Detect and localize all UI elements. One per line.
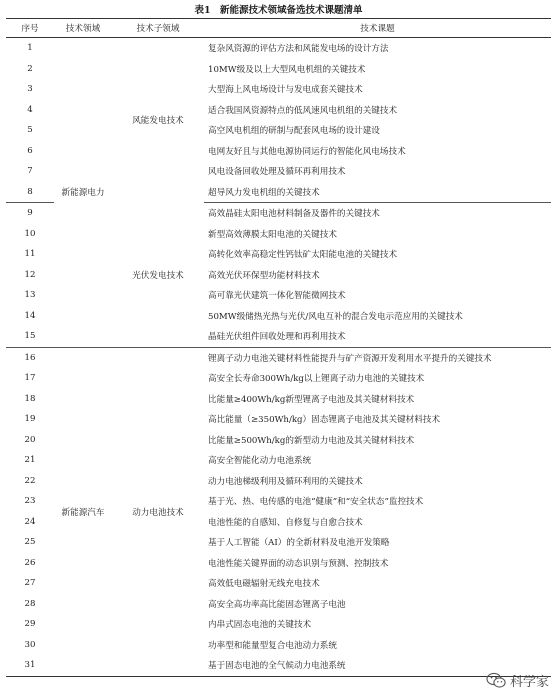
watermark	[486, 671, 549, 690]
topic-cell: 高转化效率高稳定性钙钛矿太阳能电池的关键技术	[208, 250, 398, 261]
row-number: 5	[27, 125, 33, 136]
topic-cell: 风电设备回收处理及循环再利用技术	[208, 167, 346, 178]
row-number: 1	[27, 43, 33, 54]
row-number: 29	[24, 619, 36, 630]
row-number: 26	[24, 557, 36, 568]
topic-cell: 内串式固态电池的关键技术	[208, 620, 312, 631]
row-number: 30	[24, 639, 36, 650]
domain-cell: 新能源汽车	[54, 347, 112, 676]
topic-cell: 高效晶硅太阳电池材料制备及器件的关键技术	[208, 209, 380, 220]
topic-cell: 动力电池梯级利用及循环利用的关键技术	[208, 476, 363, 487]
row-number: 10	[24, 228, 36, 239]
header-num: 序号	[6, 19, 54, 38]
topic-cell: 超导风力发电机组的关键技术	[204, 182, 551, 203]
topic-cell: 高比能量（≥350Wh/kg）固态锂离子电池及其关键材料技术	[208, 415, 441, 426]
row-number: 18	[24, 393, 36, 404]
row-number: 12	[24, 269, 36, 280]
topic-cell: 电池性能关键界面的动态识别与预测、控制技术	[208, 558, 389, 569]
topic-cell: 晶硅光伏组件回收处理和再利用技术	[204, 326, 551, 347]
header-domain: 技术领域	[54, 19, 112, 38]
topic-cell: 大型海上风电场设计与发电成套关键技术	[208, 85, 363, 96]
topic-cell: 新型高效薄膜太阳电池的关键技术	[208, 229, 337, 240]
row-number: 6	[27, 145, 33, 156]
row-number: 17	[24, 373, 36, 384]
subdomain-cell: 动力电池技术	[112, 347, 204, 676]
topic-cell: 比能量≥400Wh/kg新型锂离子电池及其关键材料技术	[208, 394, 415, 405]
row-number: 31	[6, 655, 54, 676]
topic-cell: 复杂风资源的评估方法和风能发电场的设计方法	[208, 44, 389, 55]
topic-cell: 高安全长寿命300Wh/kg以上锂离子动力电池的关键技术	[208, 374, 425, 385]
row-number: 9	[27, 208, 33, 219]
table-caption: 表1 新能源技术领域备选技术课题清单	[194, 5, 363, 16]
row-number: 27	[24, 578, 36, 589]
row-number: 15	[6, 326, 54, 347]
table-header-row	[6, 19, 551, 38]
row-number: 16	[24, 352, 36, 363]
row-number: 3	[27, 84, 33, 95]
subdomain-cell: 风能发电技术	[132, 116, 184, 127]
row-number: 19	[24, 414, 36, 425]
row-number: 13	[24, 290, 36, 301]
topic-cell: 高效光伏环保型功能材料技术	[208, 270, 320, 281]
row-number: 23	[24, 496, 36, 507]
row-number: 2	[27, 63, 33, 74]
tech-topics-table	[6, 18, 551, 677]
row-number: 8	[6, 182, 54, 203]
row-number: 21	[24, 455, 36, 466]
row-number: 28	[24, 598, 36, 609]
domain-cell: 新能源电力	[54, 38, 112, 348]
topic-cell: 电池性能的自感知、自修复与自愈合技术	[208, 517, 363, 528]
wechat-icon	[486, 672, 506, 689]
row-number: 7	[27, 166, 33, 177]
topic-cell: 锂离子动力电池关键材料性能提升与矿产资源开发利用水平提升的关键技术	[208, 353, 492, 364]
topic-cell: 10MW级及以上大型风电机组的关键技术	[208, 64, 366, 75]
watermark-text: 科学家	[509, 675, 549, 690]
header-subdomain: 技术子领域	[112, 19, 204, 38]
table-row	[6, 38, 551, 59]
topic-cell: 比能量≥500Wh/kg的新型动力电池及其关键材料技术	[208, 435, 415, 446]
topic-cell: 高空风电机组的研制与配套风电场的设计建设	[208, 126, 380, 137]
table-row	[6, 347, 551, 368]
row-number: 22	[24, 475, 36, 486]
topic-cell: 基于人工智能（AI）的全新材料及电池开发策略	[208, 538, 390, 549]
topic-cell: 功率型和能量型复合电池动力系统	[208, 640, 337, 651]
row-number: 11	[24, 249, 36, 260]
topic-cell: 高安全高功率高比能固态锂离子电池	[208, 599, 346, 610]
row-number: 20	[24, 434, 36, 445]
topic-cell: 基于固态电池的全气候动力电池系统	[204, 655, 551, 676]
topic-cell: 高安全智能化动力电池系统	[208, 456, 312, 467]
row-number: 4	[27, 104, 33, 115]
topic-cell: 50MW级储热光热与光伏/风电互补的混合发电示范应用的关键技术	[208, 311, 463, 322]
subdomain-cell: 光伏发电技术	[112, 203, 204, 348]
topic-cell: 基于光、热、电传感的电池“健康”和“安全状态”监控技术	[208, 497, 424, 508]
row-number: 25	[24, 537, 36, 548]
row-number: 24	[24, 516, 36, 527]
row-number: 14	[24, 310, 36, 321]
topic-cell: 电网友好且与其他电源协同运行的智能化风电场技术	[208, 146, 406, 157]
topic-cell: 高可靠光伏建筑一体化智能微网技术	[208, 291, 346, 302]
topic-cell: 适合我国风资源特点的低风速风电机组的关键技术	[208, 105, 398, 116]
header-topic: 技术课题	[204, 19, 551, 38]
topic-cell: 高效低电磁辐射无线充电技术	[208, 579, 320, 590]
